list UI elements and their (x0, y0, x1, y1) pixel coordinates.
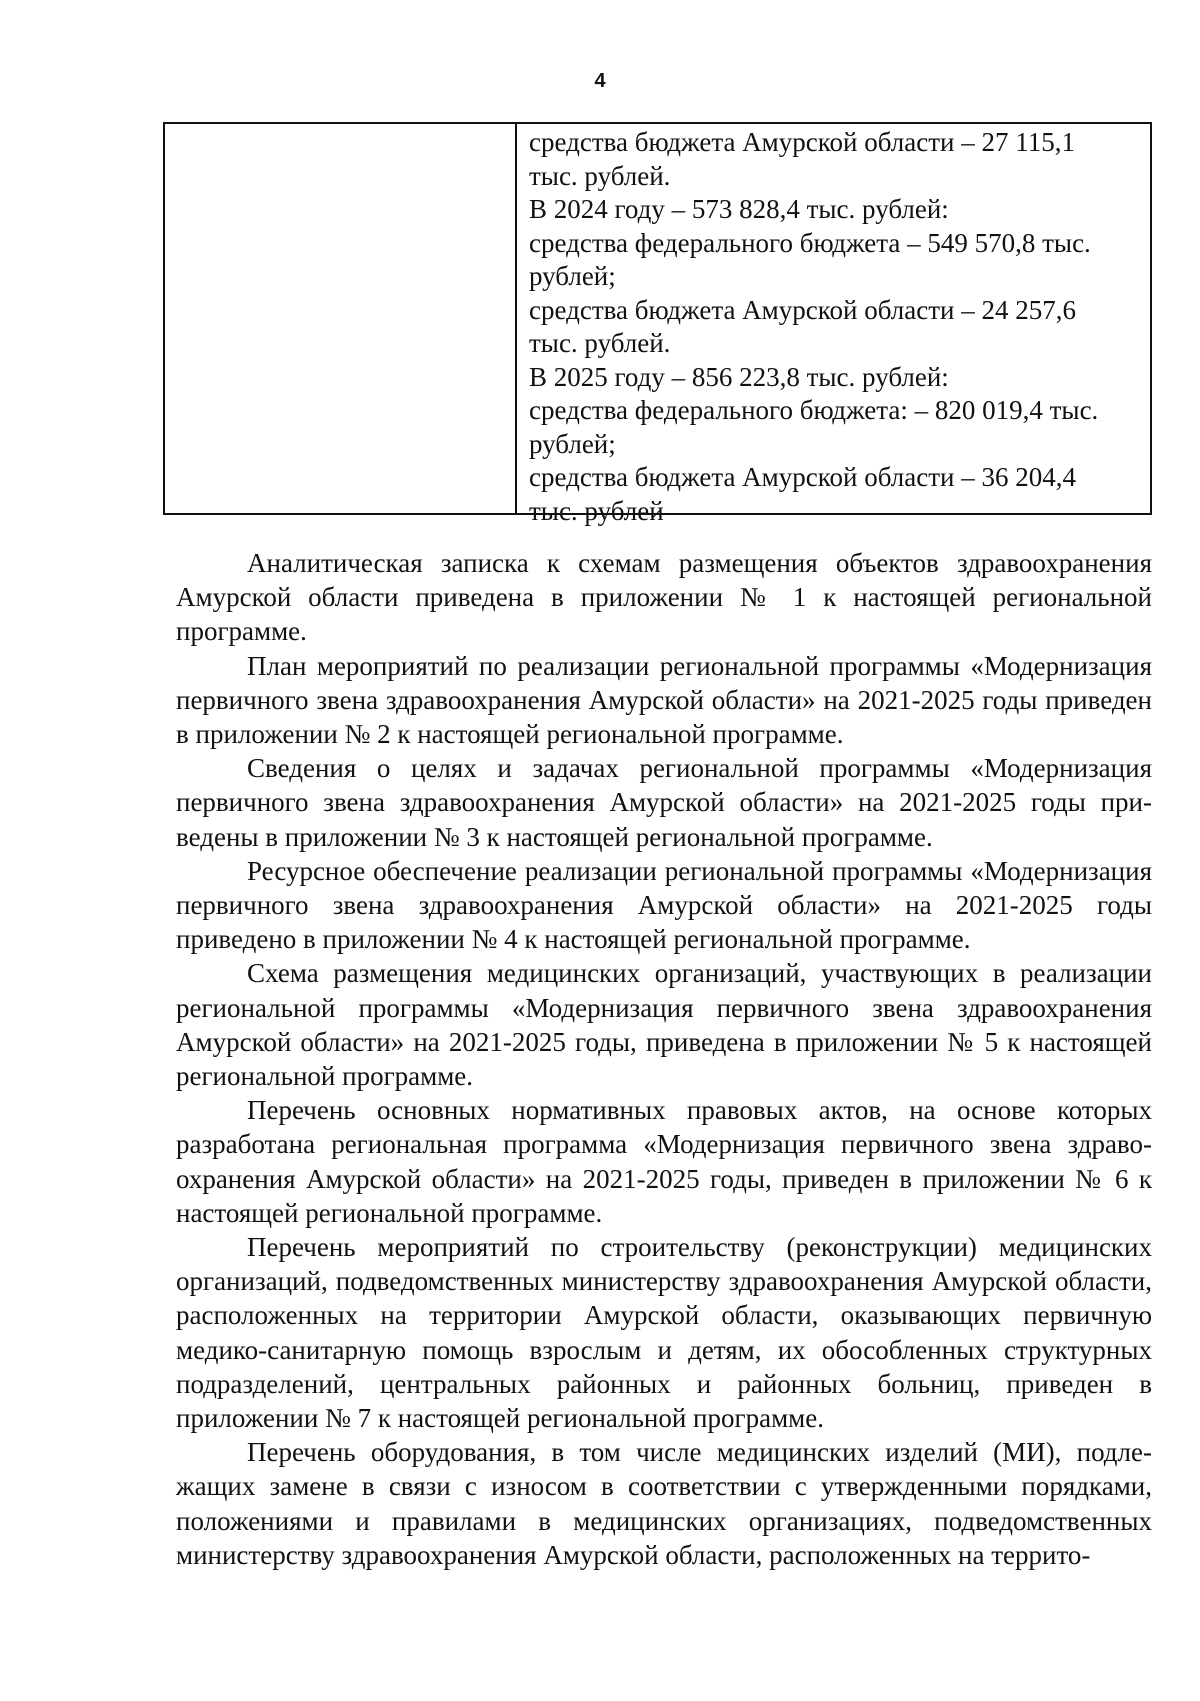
table-left-cell (165, 124, 517, 513)
table-line: средства бюджета Амурской области – 24 257,6 (529, 294, 1076, 325)
budget-table (163, 122, 1152, 526)
paragraph-goals-tasks: Сведения о целях и задачах региональной программы «Модернизация первичного звена здравоохранения Амурской области» на 2021-2025 годы приведены в приложении № 3 к настоящей региональной программе. (176, 753, 1152, 852)
paragraph-construction-list: Перечень мероприятий по строительству (реконструкции) медицинских организаций, подведомственных министерству здравоохранения Амурской области, расположенных на территории Амурской области, оказывающих первичную медико-санитарную помощь взрослым и детям, их обособленных структурных подразделений, центральных районных и районных больниц, приведен в приложении № 7 к настоящей региональной программе. (176, 1232, 1152, 1434)
body-text (176, 546, 1152, 1572)
page-number: 4 (594, 70, 606, 92)
table-line: средства федерального бюджета – 549 570,8 тыс. (529, 227, 1091, 258)
table-line: тыс. рублей. (529, 160, 671, 191)
table-line: средства федерального бюджета: – 820 019,4 тыс. (529, 395, 1099, 425)
paragraph-action-plan: План мероприятий по реализации региональной программы «Модернизация первичного звена здравоохранения Амурской области» на 2021-2025 годы приведен в приложении № 2 к настоящей региональной программе. (176, 650, 1152, 750)
table-line: тыс. рублей (529, 495, 664, 526)
table-line: рублей; (529, 428, 616, 459)
table-line: В 2025 году – 856 223,8 тыс. рублей: (529, 361, 949, 392)
table-line: средства бюджета Амурской области – 36 204,4 (529, 462, 1076, 492)
table-line: рублей; (529, 261, 616, 291)
table-line: тыс. рублей. (529, 328, 671, 358)
paragraph-resource-support: Ресурсное обеспечение реализации региональной программы «Модернизация первичного звена здравоохранения Амурской области» на 2021-2025 годы приведено в приложении № 4 к настоящей региональной программе. (176, 855, 1152, 955)
paragraph-equipment-list: Перечень оборудования, в том числе медицинских изделий (МИ), подлежащих замене в связи с износом в соответствии с утвержденными порядками, положениями и правилами в медицинских организациях, подведомственных министерству здравоохранения Амурской области, расположенных на террито- (176, 1437, 1152, 1570)
table-line: средства бюджета Амурской области – 27 115,1 (529, 127, 1075, 157)
paragraph-placement-scheme: Схема размещения медицинских организаций, участвующих в реализации региональной программы «Модернизация первичного звена здравоохранения Амурской области» на 2021-2025 годы, приведена в приложении № 5 к настоящей региональной программе. (176, 958, 1152, 1092)
table-line: В 2024 году – 573 828,4 тыс. рублей: (529, 194, 949, 224)
table-right-cell (517, 124, 1150, 526)
paragraph-analytical-note: Аналитическая записка к схемам размещения объектов здравоохранения Амурской области приведена в приложении № 1 к настоящей региональной программе. (176, 548, 1152, 647)
paragraph-legal-acts: Перечень основных нормативных правовых актов, на основе которых разработана региональная программа «Модернизация первичного звена здравоохранения Амурской области» на 2021-2025 годы, приведен в приложении № 6 к настоящей региональной программе. (176, 1095, 1152, 1228)
